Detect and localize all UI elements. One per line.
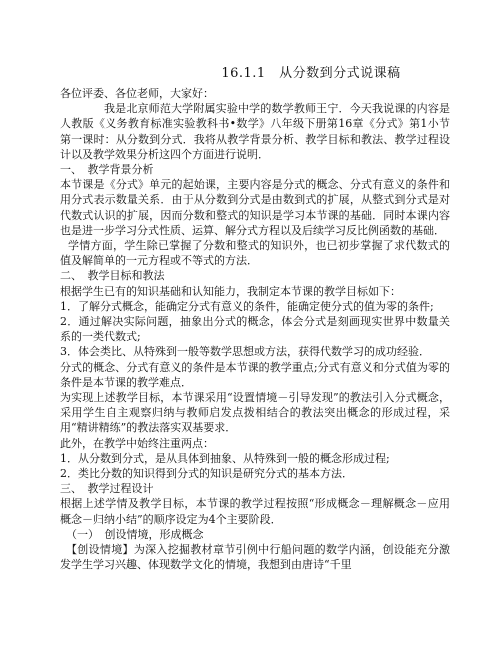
- paragraph: 根据上述学情及教学目标，本节课的教学过程按照“形成概念－理解概念－应用概念－归纳小结”的顺序设定为4个主要阶段．: [60, 497, 450, 526]
- list-item: 1．从分数到分式，是从具体到抽象、从特殊到一般的概念形成过程;: [60, 451, 390, 465]
- list-item: 1．了解分式概念，能确定分式有意义的条件，能确定使分式的值为零的条件;: [60, 299, 434, 313]
- paragraph: 此外，在教学中始终注重两点：: [60, 436, 214, 450]
- subsection-heading: （一） 创设情境，形成概念: [66, 527, 204, 541]
- paragraph: 根据学生已有的知识基础和认知能力，我制定本节课的教学目标如下：: [60, 284, 401, 298]
- list-item: 3．体会类比、从特殊到一般等数学思想或方法，获得代数学习的成功经验．: [60, 345, 430, 359]
- paragraph: 分式的概念、分式有意义的条件是本节课的教学重点;分式有意义和分式值为零的条件是本节课的教学难点．: [60, 360, 450, 389]
- paragraph: 【创设情境】为深入挖掘教材章节引例中行船问题的数学内涵，创设能充分激发学生学习兴趣、体现数学文化的情境，我想到由唐诗“千里: [60, 543, 450, 572]
- list-item: 2．通过解决实际问题，抽象出分式的概念，体会分式是刻画现实世界中数量关系的一类代数式;: [60, 315, 450, 344]
- paragraph: 学情方面，学生除已掌握了分数和整式的知识外，也已初步掌握了求代数式的值及解简单的一元方程或不等式的方法．: [60, 239, 450, 268]
- section-heading: 二、 教学目标和教法: [60, 269, 165, 283]
- section-heading: 一、 教学背景分析: [60, 163, 154, 177]
- section-heading: 三、 教学过程设计: [60, 482, 154, 496]
- paragraph: 各位评委、各位老师，大家好：: [60, 87, 214, 100]
- list-item: 2．类比分数的知识得到分式的知识是研究分式的基本方法．: [60, 467, 353, 481]
- paragraph: 我是北京师范大学附属实验中学的数学教师王宁．今天我说课的内容是人教版《义务教育标准实验教科书•数学》八年级下册第16章《分式》第1小节第一课时：从分数到分式．我将从教学背景分析、教学目标和教法、教学过程设计以及教学效果分析这四个方面进行说明．: [60, 102, 450, 161]
- paragraph: 为实现上述教学目标，本节课采用“设置情境－引导发现”的教法引入分式概念，采用学生自主观察归纳与教师启发点拨相结合的教法突出概念的形成过程，采用“精讲精练”的教法落实双基要求．: [60, 391, 450, 435]
- paragraph: 本节课是《分式》单元的起始课，主要内容是分式的概念、分式有意义的条件和用分式表示数量关系．由于从分数到分式是由数到式的扩展，从整式到分式是对代数式认识的扩展，因而分数和整式的知识是学习本节课的基础．同时本课内容也是进一步学习分式性质、运算、解分式方程以及后续学习反比例函数的基础．: [60, 178, 450, 237]
- document-body: [60, 86, 450, 573]
- document-title: 16.1.1 从分数到分式说课稿: [221, 66, 401, 81]
